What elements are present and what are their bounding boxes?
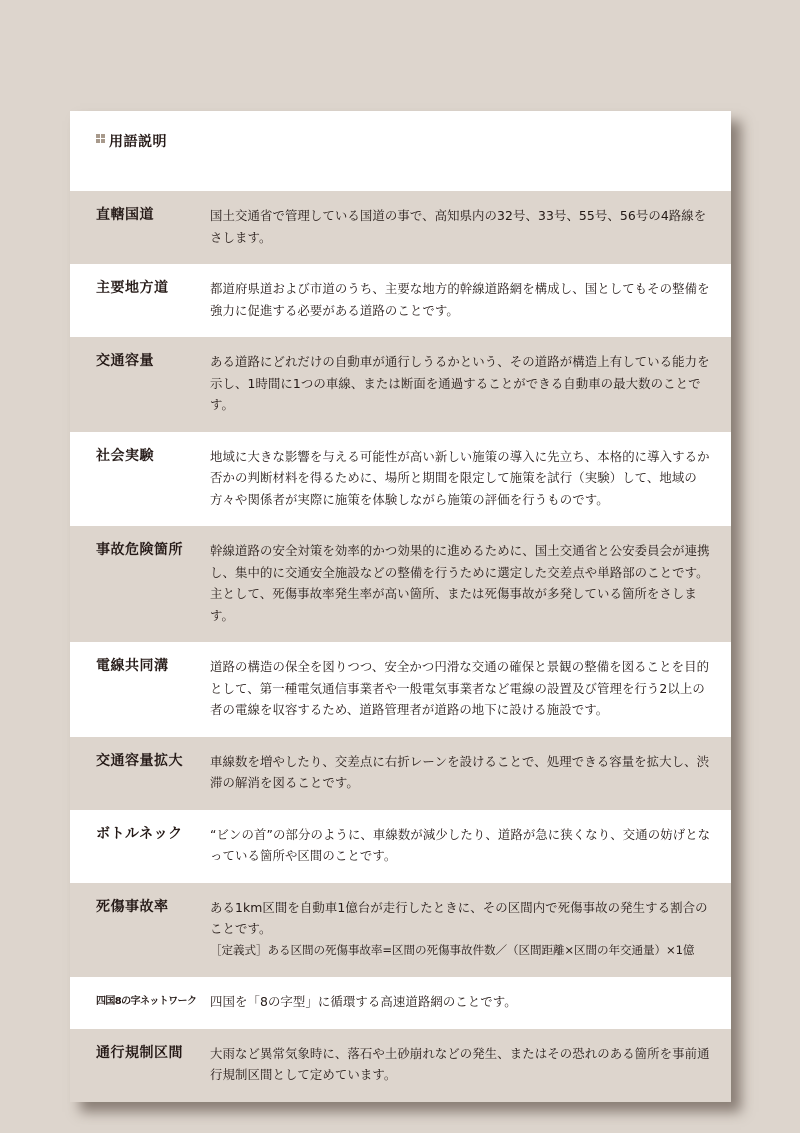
glossary-entry <box>70 977 731 1029</box>
glossary-entry <box>70 337 731 432</box>
entry-definition: 道路の構造の保全を図りつつ、安全かつ円滑な交通の確保と景観の整備を図ることを目的として、第一種電気通信事業者や一般電気事業者など電線の設置及び管理を行う2以上の者の電線を収容するため、道路管理者が道路の地下に設ける施設です。 <box>210 659 710 717</box>
glossary-entry <box>70 737 731 810</box>
entry-term: 交通容量 <box>96 353 154 369</box>
glossary-entry <box>70 1029 731 1102</box>
glossary-entry <box>70 642 731 737</box>
grid-squares-icon <box>96 134 105 143</box>
entry-definition: 幹線道路の安全対策を効率的かつ効果的に進めるために、国土交通省と公安委員会が連携し、集中的に交通安全施設などの整備を行うために選定した交差点や単路部のことです。主として、死傷事故率発生率が高い箇所、または死傷事故が多発している箇所をさします。 <box>210 543 710 623</box>
glossary-entry <box>70 526 731 642</box>
entry-definition: ある道路にどれだけの自動車が通行しうるかという、その道路が構造上有している能力を示し、1時間に1つの車線、または断面を通過することができる自動車の最大数のことです。 <box>210 354 710 412</box>
glossary-title: 用語説明 <box>109 134 167 150</box>
entry-definition: 地域に大きな影響を与える可能性が高い新しい施策の導入に先立ち、本格的に導入するか否かの判断材料を得るために、場所と期間を限定して施策を試行（実験）して、地域の方々や関係者が実際に施策を体験しながら施策の評価を行うものです。 <box>210 448 710 507</box>
entry-definition: 車線数を増やしたり、交差点に右折レーンを設けることで、処理できる容量を拡大し、渋滞の解消を図ることです。 <box>210 753 710 790</box>
entry-definition: 国土交通省で管理している国道の事で、高知県内の32号、33号、55号、56号の4路線をさします。 <box>210 208 707 245</box>
entry-definition: ある1km区間を自動車1億台が走行したときに、その区間内で死傷事故の発生する割合のことです。 <box>210 899 708 936</box>
entry-definition: 大雨など異常気象時に、落石や土砂崩れなどの発生、またはその恐れのある箇所を事前通行規制区間として定めています。 <box>210 1045 710 1082</box>
entry-term: 死傷事故率 <box>96 898 169 915</box>
entry-term: ボトルネック <box>96 825 183 842</box>
glossary-header <box>70 111 731 191</box>
formula-text: ［定義式］ある区間の死傷事故率=区間の死傷事故件数／（区間距離×区間の年交通量）×1億 <box>210 942 695 957</box>
glossary-entry <box>70 264 731 337</box>
entry-definition-block <box>210 897 711 962</box>
entry-definition: 都道府県道および市道のうち、主要な地方的幹線道路網を構成し、国としてもその整備を強力に促進する必要がある道路のことです。 <box>210 281 710 318</box>
glossary-entry <box>70 883 731 978</box>
entry-term: 社会実験 <box>96 447 154 464</box>
entry-term: 四国8の字ネットワーク <box>96 996 197 1007</box>
glossary-entry <box>70 810 731 883</box>
entry-term: 直轄国道 <box>96 207 154 223</box>
entry-term: 電線共同溝 <box>96 658 169 674</box>
entry-term: 交通容量拡大 <box>96 752 183 769</box>
glossary-entry <box>70 432 731 527</box>
entry-term: 通行規制区間 <box>96 1044 183 1061</box>
entry-term: 事故危険箇所 <box>96 542 183 558</box>
glossary-card <box>70 111 731 1102</box>
entry-definition: “ビンの首”の部分のように、車線数が減少したり、道路が急に狭くなり、交通の妨げとなっている箇所や区間のことです。 <box>210 826 711 863</box>
glossary-entry <box>70 191 731 264</box>
entry-definition: 四国を「8の字型」に循環する高速道路網のことです。 <box>210 994 517 1009</box>
entry-term: 主要地方道 <box>96 280 169 296</box>
